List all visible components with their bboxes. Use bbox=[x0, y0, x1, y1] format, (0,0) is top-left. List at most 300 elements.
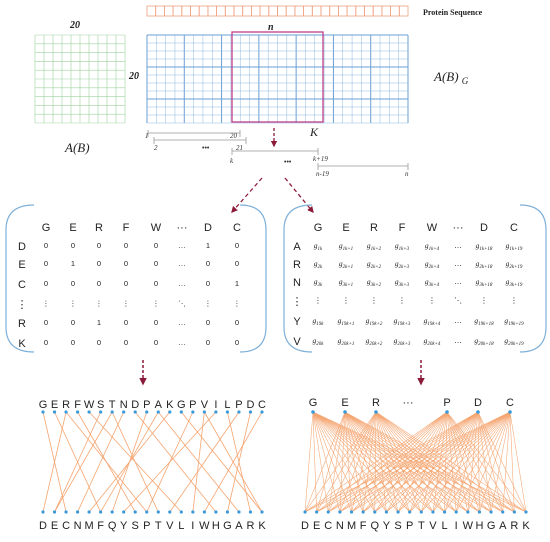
bipartite-edge bbox=[410, 412, 447, 512]
right-cell: ⋮ bbox=[398, 296, 406, 305]
sequence-cell bbox=[243, 6, 252, 16]
right-cell bbox=[424, 316, 441, 327]
cell-subscript: 2k+18 bbox=[479, 265, 493, 270]
range-1 bbox=[148, 130, 240, 137]
bottom-residue: C bbox=[324, 520, 333, 532]
left-col-header: ··· bbox=[176, 222, 188, 234]
bipartite-edge bbox=[78, 412, 124, 512]
left-cell: 0 bbox=[153, 259, 159, 268]
cell-symbol: g bbox=[475, 241, 480, 250]
sequence-cell bbox=[164, 6, 173, 16]
bottom-residue: I bbox=[454, 520, 458, 532]
cell-symbol: g bbox=[312, 336, 317, 345]
sequence-cell bbox=[338, 6, 347, 16]
right-row-header: R bbox=[293, 259, 301, 271]
top-residue: P bbox=[143, 399, 151, 411]
cell-symbol: g bbox=[505, 277, 510, 286]
cell-symbol: g bbox=[424, 277, 429, 286]
sequence-cell bbox=[199, 6, 208, 16]
bottom-residue: G bbox=[486, 520, 496, 532]
bottom-node bbox=[455, 510, 458, 513]
range-3-start: k bbox=[230, 157, 234, 165]
right-cell: ⋮ bbox=[370, 296, 378, 305]
sequence-cell bbox=[399, 6, 408, 16]
bottom-node bbox=[157, 510, 160, 513]
range-4-end: n bbox=[405, 170, 409, 178]
bottom-node bbox=[338, 510, 341, 513]
top-residue: P bbox=[443, 397, 451, 409]
cell-subscript: 2k+3 bbox=[398, 265, 410, 270]
sequence-cell bbox=[295, 6, 304, 16]
bottom-residue: L bbox=[441, 520, 448, 532]
bottom-node bbox=[396, 510, 399, 513]
left-cell: 0 bbox=[123, 338, 129, 347]
bottom-node bbox=[203, 510, 206, 513]
right-cell: … bbox=[454, 259, 462, 268]
left-cell: 0 bbox=[70, 318, 76, 327]
bottom-node bbox=[111, 510, 114, 513]
top-residue: D bbox=[131, 399, 140, 411]
bipartite-edge bbox=[305, 412, 345, 512]
left-cell: 0 bbox=[43, 318, 49, 327]
cell-symbol: g bbox=[504, 336, 509, 345]
left-cell: 1 bbox=[70, 259, 76, 268]
bottom-node bbox=[315, 510, 318, 513]
cell-symbol: g bbox=[475, 277, 480, 286]
cell-subscript: 1k bbox=[317, 247, 323, 252]
left-cell: 0 bbox=[96, 279, 102, 288]
cell-symbol: g bbox=[366, 259, 371, 268]
sequence-cell bbox=[147, 6, 156, 16]
left-cell: 0 bbox=[123, 259, 129, 268]
left-cell: 0 bbox=[234, 338, 240, 347]
right-col-header: F bbox=[398, 222, 406, 234]
right-col-header: R bbox=[370, 222, 378, 234]
top-residue: G bbox=[177, 399, 186, 411]
right-cell bbox=[474, 336, 494, 347]
bottom-residue: H bbox=[475, 520, 484, 532]
left-cell: 1 bbox=[96, 318, 102, 327]
bottom-residue: Q bbox=[370, 520, 380, 532]
sequence-cell bbox=[269, 6, 278, 16]
sequence-cell bbox=[347, 6, 356, 16]
cell-subscript: 1k+4 bbox=[428, 247, 440, 252]
bottom-residue: G bbox=[223, 520, 232, 532]
cell-subscript: 20k+18 bbox=[478, 342, 494, 347]
bottom-residue: S bbox=[394, 520, 402, 532]
bottom-left-edges bbox=[43, 412, 262, 512]
cell-symbol: g bbox=[424, 259, 429, 268]
bottom-node bbox=[76, 510, 79, 513]
bottom-node bbox=[513, 510, 516, 513]
bottom-residue: H bbox=[211, 520, 220, 532]
bipartite-edge bbox=[112, 412, 158, 512]
top-residue: E bbox=[50, 399, 59, 411]
right-table bbox=[292, 222, 525, 348]
top-node bbox=[508, 410, 512, 414]
left-cell: 0 bbox=[96, 259, 102, 268]
bottom-right-edges bbox=[305, 412, 526, 512]
cell-subscript: 19k+1 bbox=[341, 322, 355, 327]
bottom-node bbox=[260, 510, 263, 513]
right-cell bbox=[313, 316, 325, 327]
cell-symbol: g bbox=[366, 277, 371, 286]
cell-symbol: g bbox=[313, 259, 318, 268]
right-cell bbox=[367, 277, 382, 288]
cell-subscript: 3k bbox=[317, 283, 323, 288]
bottom-right-bottom-sequence bbox=[301, 520, 530, 532]
bottom-node bbox=[168, 510, 171, 513]
protein-sequence-bar bbox=[147, 6, 408, 16]
top-residue: P bbox=[189, 399, 197, 411]
left-cell: 0 bbox=[70, 241, 76, 250]
left-cell: 0 bbox=[123, 318, 129, 327]
range-1-start: 1 bbox=[145, 132, 149, 140]
left-cell: ⋱ bbox=[178, 299, 186, 308]
bottom-node bbox=[408, 510, 411, 513]
right-cell bbox=[506, 241, 523, 252]
left-col-header: R bbox=[95, 222, 103, 234]
top-residue: G bbox=[308, 397, 318, 409]
bottom-residue: A bbox=[499, 520, 507, 532]
cell-subscript: 3k+2 bbox=[370, 283, 382, 288]
bottom-node bbox=[99, 510, 102, 513]
cell-symbol: g bbox=[505, 241, 510, 250]
cell-subscript: 20k+2 bbox=[369, 342, 383, 347]
cell-symbol: g bbox=[313, 277, 318, 286]
cell-subscript: 3k+1 bbox=[342, 283, 354, 288]
bottom-residue: P bbox=[143, 520, 151, 532]
bottom-right-top-labels bbox=[309, 397, 514, 409]
cell-subscript: 20k bbox=[316, 342, 324, 347]
bipartite-edge bbox=[66, 412, 147, 512]
cell-subscript: 2k+4 bbox=[428, 265, 440, 270]
cell-subscript: 1k+3 bbox=[398, 247, 410, 252]
sequence-cell bbox=[278, 6, 287, 16]
bottom-residue: V bbox=[429, 520, 437, 532]
bottom-node bbox=[501, 510, 504, 513]
left-cell: 0 bbox=[96, 338, 102, 347]
left-cell: 0 bbox=[234, 318, 240, 327]
right-cell: ⋮ bbox=[510, 296, 518, 305]
right-cell: … bbox=[454, 277, 462, 286]
bottom-residue: T bbox=[417, 520, 425, 532]
bottom-residue: W bbox=[199, 520, 210, 532]
sequence-cell bbox=[330, 6, 339, 16]
top-residue: L bbox=[224, 399, 231, 411]
cell-symbol: g bbox=[365, 316, 370, 325]
cell-subscript: 19k+4 bbox=[427, 322, 441, 327]
bottom-node bbox=[53, 510, 56, 513]
left-table-bracket-right bbox=[240, 205, 266, 352]
left-cell: 0 bbox=[123, 279, 129, 288]
bottom-residue: D bbox=[39, 520, 47, 532]
top-node bbox=[445, 410, 449, 414]
bottom-residue: Y bbox=[382, 520, 391, 532]
bottom-residue: A bbox=[235, 520, 243, 532]
left-cell: 0 bbox=[234, 259, 240, 268]
bottom-node bbox=[350, 510, 353, 513]
right-row-header: A bbox=[293, 241, 301, 253]
bottom-residue: K bbox=[522, 520, 530, 532]
right-row-header: N bbox=[293, 277, 301, 289]
cell-symbol: g bbox=[474, 316, 479, 325]
right-cell bbox=[339, 241, 353, 252]
right-cell bbox=[474, 316, 494, 327]
blue-matrix-name bbox=[433, 69, 469, 86]
sequence-cell bbox=[191, 6, 200, 16]
sequence-cell bbox=[391, 6, 400, 16]
left-cell: 0 bbox=[70, 338, 76, 347]
left-cell: 0 bbox=[153, 241, 159, 250]
right-row-header: ⋮ bbox=[291, 296, 303, 308]
bottom-residue: C bbox=[62, 520, 71, 532]
cell-subscript: 2k+1 bbox=[342, 265, 354, 270]
sequence-cell bbox=[312, 6, 321, 16]
bottom-node bbox=[88, 510, 91, 513]
cell-symbol: g bbox=[394, 277, 399, 286]
cell-symbol: g bbox=[393, 316, 398, 325]
right-cell bbox=[504, 336, 524, 347]
top-node bbox=[374, 410, 378, 414]
sequence-cell bbox=[208, 6, 217, 16]
cell-subscript: 19k+2 bbox=[369, 322, 383, 327]
top-residue: D bbox=[246, 399, 255, 411]
cell-symbol: g bbox=[337, 336, 342, 345]
right-cell: … bbox=[454, 241, 462, 250]
bipartite-edge bbox=[491, 412, 510, 512]
right-cell bbox=[425, 241, 440, 252]
left-cell: 0 bbox=[153, 338, 159, 347]
bottom-node bbox=[237, 510, 240, 513]
right-cell bbox=[367, 241, 382, 252]
bipartite-edge bbox=[101, 412, 159, 512]
left-row-header: C bbox=[18, 279, 26, 291]
left-row-header: D bbox=[18, 241, 26, 253]
right-table-bracket-right bbox=[520, 205, 546, 352]
right-cell bbox=[506, 277, 523, 288]
left-cell: 1 bbox=[234, 279, 240, 288]
cell-symbol: g bbox=[365, 336, 370, 345]
bottom-node bbox=[385, 510, 388, 513]
bottom-left-bottom-sequence bbox=[39, 520, 266, 532]
top-residue: F bbox=[74, 399, 81, 411]
left-table bbox=[17, 222, 242, 350]
left-col-header: F bbox=[122, 222, 130, 234]
cell-subscript: 1k+2 bbox=[370, 247, 382, 252]
cell-symbol: g bbox=[394, 259, 399, 268]
right-cell bbox=[394, 336, 411, 347]
bottom-residue: K bbox=[258, 520, 266, 532]
left-cell: 0 bbox=[43, 241, 49, 250]
left-cell: 0 bbox=[205, 318, 211, 327]
protein-sequence-label: Protein Sequence bbox=[423, 8, 483, 17]
bottom-node bbox=[466, 510, 469, 513]
sequence-cell bbox=[217, 6, 226, 16]
left-cell: ⋮ bbox=[233, 299, 241, 308]
bottom-node bbox=[524, 510, 527, 513]
left-cell: … bbox=[178, 279, 186, 288]
bottom-node bbox=[134, 510, 137, 513]
cell-subscript: 2k+19 bbox=[509, 265, 523, 270]
right-cell: ⋮ bbox=[314, 296, 322, 305]
right-cell: ⋮ bbox=[428, 296, 436, 305]
cell-subscript: 19k+3 bbox=[397, 322, 411, 327]
cell-subscript: 20k+19 bbox=[508, 342, 524, 347]
right-row-header: V bbox=[293, 336, 301, 348]
cell-symbol: g bbox=[338, 241, 343, 250]
range-4 bbox=[318, 163, 408, 170]
cell-symbol: g bbox=[505, 259, 510, 268]
left-cell: 0 bbox=[205, 259, 211, 268]
left-cell: 0 bbox=[96, 241, 102, 250]
right-col-header: ··· bbox=[452, 222, 464, 234]
sequence-cell bbox=[260, 6, 269, 16]
sequence-cell bbox=[286, 6, 295, 16]
blue-matrix-top-label: n bbox=[268, 22, 274, 33]
left-cell: 0 bbox=[153, 318, 159, 327]
bipartite-edge bbox=[181, 412, 262, 512]
range-2-start: 2 bbox=[154, 144, 158, 152]
right-col-header: C bbox=[510, 222, 518, 234]
left-row-header: E bbox=[18, 259, 26, 271]
bottom-node bbox=[191, 510, 194, 513]
left-cell: 0 bbox=[123, 241, 129, 250]
right-cell bbox=[313, 336, 325, 347]
bottom-residue: D bbox=[301, 520, 309, 532]
bottom-node bbox=[249, 510, 252, 513]
range-2-end: 21 bbox=[236, 144, 243, 152]
bottom-node bbox=[362, 510, 365, 513]
top-residue: C bbox=[506, 397, 514, 409]
right-cell bbox=[425, 259, 440, 270]
bipartite-edge bbox=[363, 412, 478, 512]
range-dots-1: ••• bbox=[202, 145, 210, 152]
sequence-cell bbox=[321, 6, 330, 16]
right-cell bbox=[339, 259, 353, 270]
blue-matrix-left-label: 20 bbox=[129, 71, 139, 82]
cell-subscript: 19k bbox=[316, 322, 324, 327]
cell-symbol: g bbox=[313, 241, 318, 250]
bottom-residue: P bbox=[406, 520, 414, 532]
right-cell bbox=[314, 277, 323, 288]
bottom-node bbox=[180, 510, 183, 513]
bipartite-edge bbox=[305, 412, 313, 512]
range-1-end: 20 bbox=[230, 132, 237, 140]
right-cell bbox=[424, 336, 441, 347]
cell-subscript: 20k+1 bbox=[341, 342, 355, 347]
left-row-header: K bbox=[18, 338, 26, 350]
cell-symbol: g bbox=[338, 277, 343, 286]
left-col-header: C bbox=[233, 222, 241, 234]
bottom-node bbox=[145, 510, 148, 513]
cell-subscript: 3k+19 bbox=[509, 283, 523, 288]
left-cell: 0 bbox=[43, 338, 49, 347]
bottom-residue: Q bbox=[107, 520, 117, 532]
cell-symbol: g bbox=[424, 241, 429, 250]
left-cell: 0 bbox=[43, 259, 49, 268]
right-cell bbox=[476, 241, 493, 252]
bipartite-edge bbox=[478, 412, 503, 512]
bottom-node bbox=[420, 510, 423, 513]
bottom-residue: Y bbox=[120, 520, 128, 532]
bottom-residue: F bbox=[97, 520, 104, 532]
bottom-residue: M bbox=[84, 520, 94, 532]
right-cell bbox=[366, 316, 383, 327]
cell-subscript: 3k+4 bbox=[428, 283, 440, 288]
cell-symbol: g bbox=[338, 259, 343, 268]
top-residue: C bbox=[258, 399, 266, 411]
cell-subscript: 1k+19 bbox=[509, 247, 523, 252]
bottom-node bbox=[431, 510, 434, 513]
right-cell: … bbox=[454, 316, 462, 325]
left-cell: 0 bbox=[153, 279, 159, 288]
blue-matrix-grid bbox=[147, 35, 408, 123]
right-cell bbox=[338, 316, 355, 327]
top-residue: D bbox=[474, 397, 482, 409]
right-col-header: G bbox=[313, 222, 323, 234]
cell-subscript: 3k+18 bbox=[479, 283, 493, 288]
top-residue: A bbox=[154, 399, 162, 411]
cell-subscript: 1k+1 bbox=[342, 247, 354, 252]
bipartite-edge bbox=[135, 412, 216, 512]
right-cell bbox=[367, 259, 382, 270]
sequence-cell bbox=[173, 6, 182, 16]
right-col-header: W bbox=[426, 222, 438, 234]
bottom-node bbox=[373, 510, 376, 513]
bottom-node bbox=[214, 510, 217, 513]
cell-subscript: 20k+3 bbox=[397, 342, 411, 347]
bottom-residue: V bbox=[166, 520, 174, 532]
right-cell: ⋮ bbox=[480, 296, 488, 305]
bipartite-edge bbox=[313, 412, 317, 512]
bottom-residue: N bbox=[335, 520, 344, 532]
top-residue: K bbox=[166, 399, 174, 411]
cell-subscript: 3k+3 bbox=[398, 283, 410, 288]
sequence-cell bbox=[225, 6, 234, 16]
cell-symbol: g bbox=[366, 241, 371, 250]
top-residue: T bbox=[108, 399, 116, 411]
top-residue: S bbox=[96, 399, 105, 411]
arrow-to-left-table bbox=[232, 178, 262, 212]
top-residue: V bbox=[200, 399, 209, 411]
bottom-residue: M bbox=[346, 520, 357, 532]
left-cell: … bbox=[178, 241, 186, 250]
top-node bbox=[311, 410, 315, 414]
bottom-residue: E bbox=[50, 520, 59, 532]
right-cell bbox=[395, 259, 410, 270]
cell-subscript: 1k+18 bbox=[479, 247, 493, 252]
blue-matrix-name-sub: G bbox=[461, 76, 469, 86]
sequence-cell bbox=[182, 6, 191, 16]
right-cell bbox=[338, 336, 355, 347]
cell-symbol: g bbox=[312, 316, 317, 325]
sequence-cell bbox=[356, 6, 365, 16]
left-cell: … bbox=[178, 259, 186, 268]
sequence-cell bbox=[382, 6, 391, 16]
green-matrix-name: A(B) bbox=[65, 140, 90, 155]
right-cell: ⋮ bbox=[342, 296, 350, 305]
right-cell bbox=[394, 316, 411, 327]
right-col-header: D bbox=[480, 222, 488, 234]
right-col-header: E bbox=[342, 222, 350, 234]
bottom-node bbox=[122, 510, 125, 513]
range-dots-2: ••• bbox=[284, 159, 292, 166]
cell-symbol: g bbox=[423, 316, 428, 325]
bottom-residue: T bbox=[154, 520, 162, 532]
cell-subscript: 2k+2 bbox=[370, 265, 382, 270]
cell-symbol: g bbox=[475, 259, 480, 268]
